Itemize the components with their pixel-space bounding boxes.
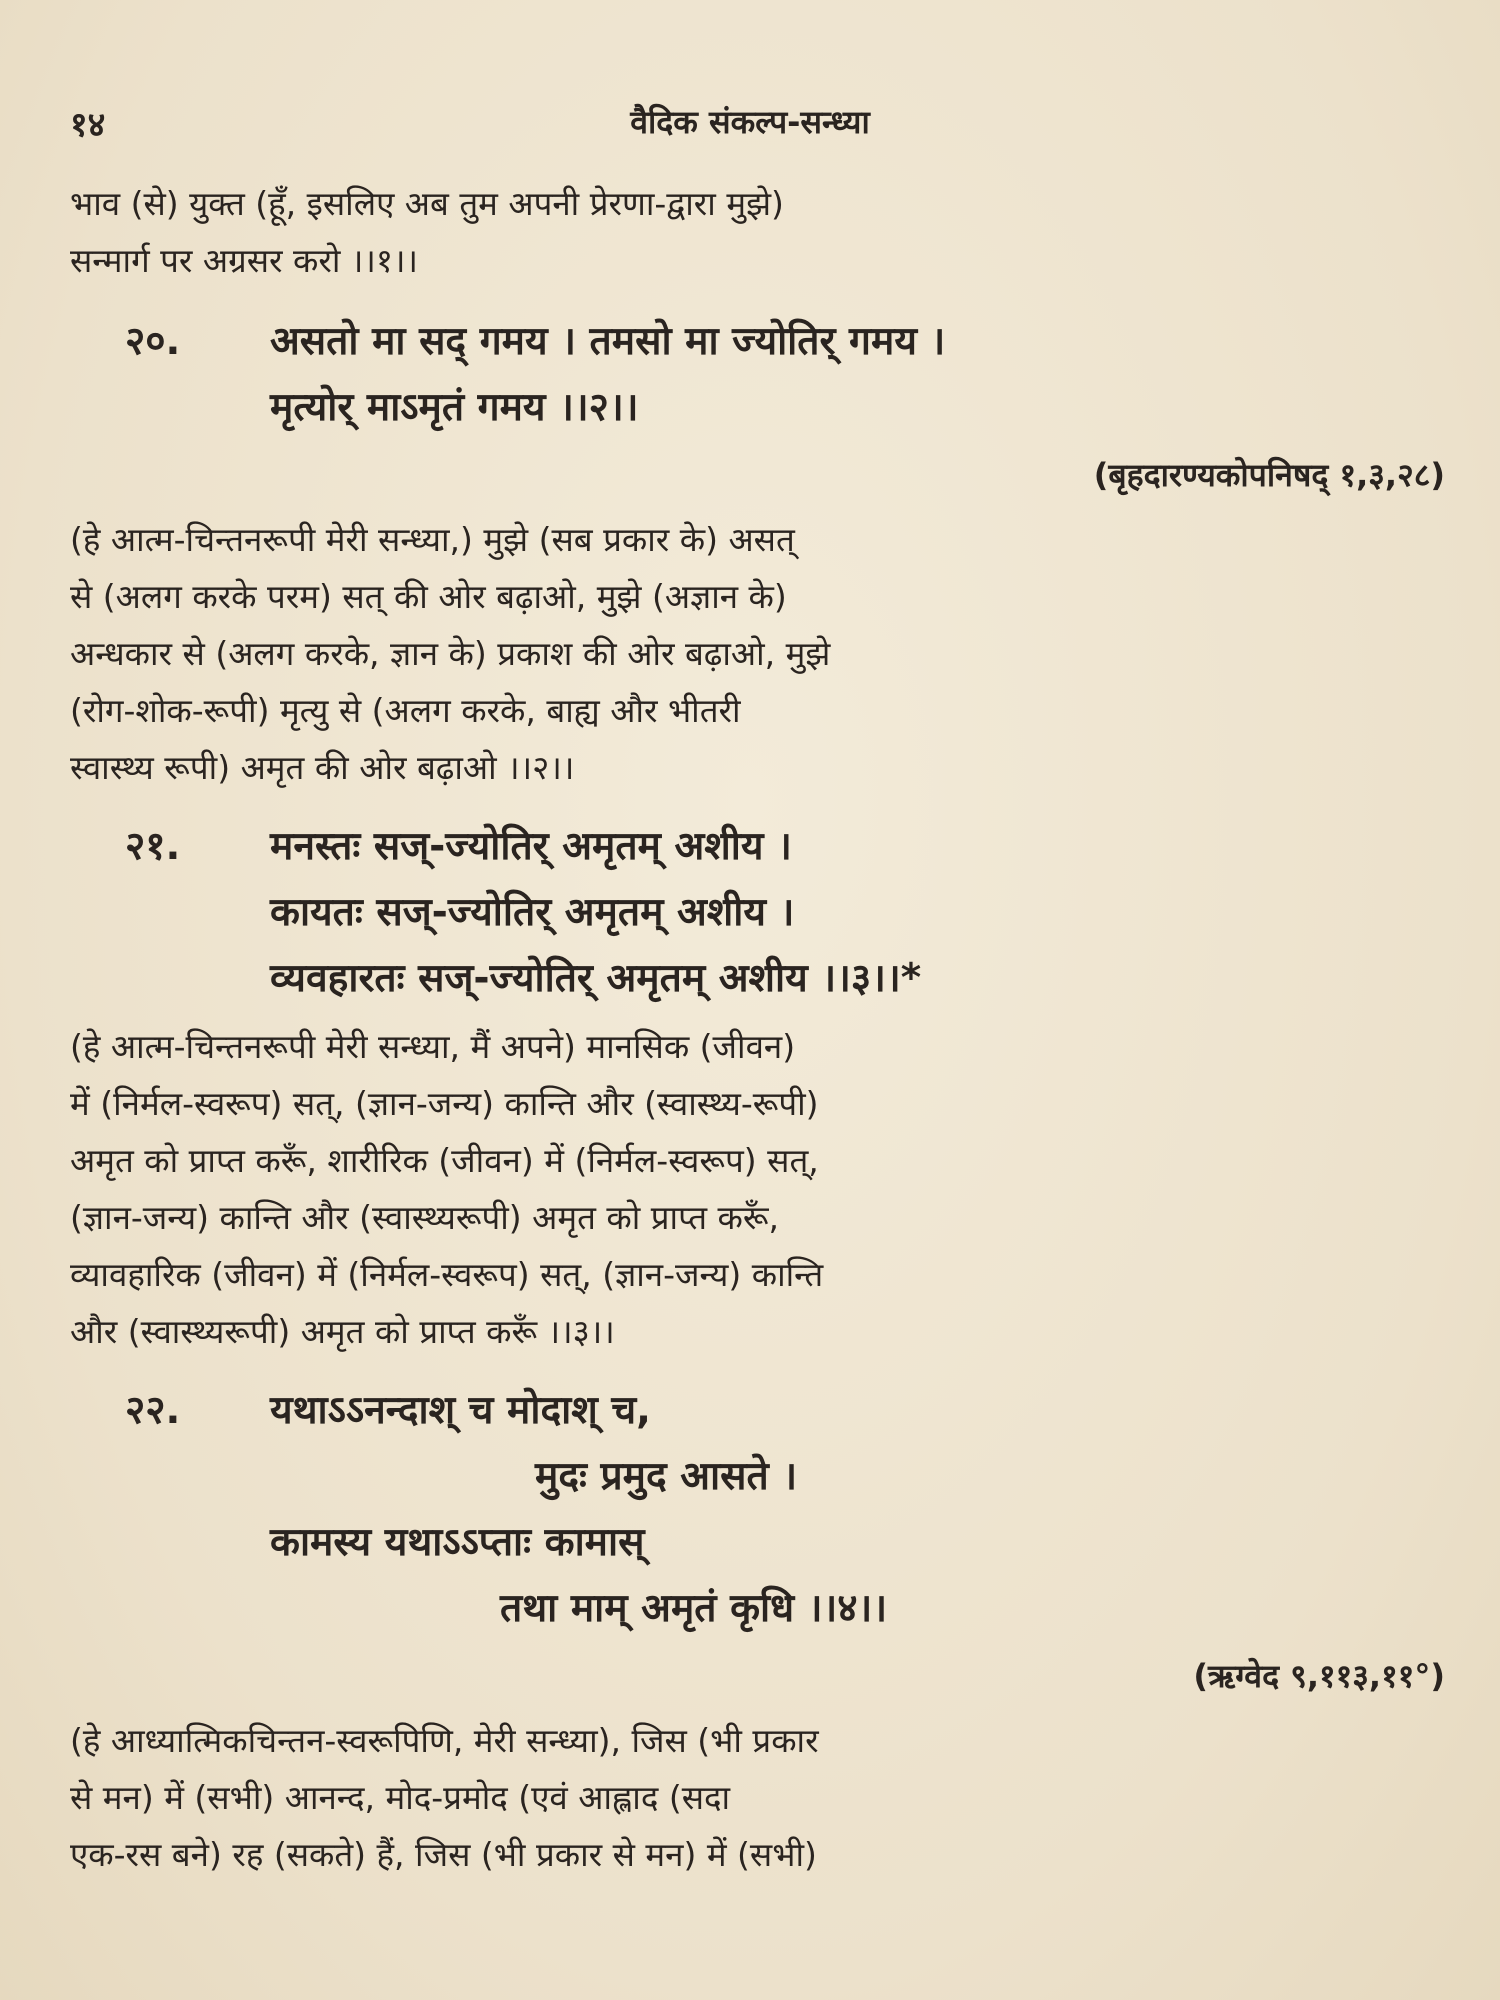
prose-line: (हे आत्म-चिन्तनरूपी मेरी सन्ध्या,) मुझे (सब प्रकार के) असत्: [70, 520, 795, 559]
verse-number: २१.: [125, 824, 181, 869]
verse-line: कायतः सज्-ज्योतिर् अमृतम् अशीय ।: [270, 890, 795, 935]
page-number: १४: [70, 105, 106, 145]
verse-line: कामस्य यथाऽऽप्ताः कामास्: [270, 1520, 645, 1565]
prose-line: (हे आत्म-चिन्तनरूपी मेरी सन्ध्या, मैं अपने) मानसिक (जीवन): [70, 1027, 796, 1066]
page-content: [70, 175, 1445, 1883]
prose-line: अन्धकार से (अलग करके, ज्ञान के) प्रकाश की ओर बढ़ाओ, मुझे: [70, 634, 831, 673]
prose-line: (रोग-शोक-रूपी) मृत्यु से (अलग करके, बाह्य और भीतरी: [70, 691, 741, 730]
prose-line: (हे आध्यात्मिकचिन्तन-स्वरूपिणि, मेरी सन्ध्या), जिस (भी प्रकार: [70, 1721, 819, 1760]
prose-line: में (निर्मल-स्वरूप) सत्, (ज्ञान-जन्य) कान्ति और (स्वास्थ्य-रूपी): [70, 1084, 819, 1123]
translation-paragraph: [70, 511, 1445, 796]
citation: (ऋग्वेद ९,११३,११°): [1193, 1657, 1445, 1695]
verse-line: तथा माम् अमृतं कृधि ।।४।।: [500, 1586, 888, 1631]
verse-line: असतो मा सद् गमय । तमसो मा ज्योतिर् गमय ।: [270, 319, 946, 364]
verse-20: [70, 309, 1445, 441]
running-title: वैदिक संकल्प-सन्ध्या: [630, 103, 870, 141]
page-header: [70, 100, 1430, 150]
prose-line: (ज्ञान-जन्य) कान्ति और (स्वास्थ्यरूपी) अमृत को प्राप्त करूँ,: [70, 1198, 780, 1237]
verse-line: मनस्तः सज्-ज्योतिर् अमृतम् अशीय ।: [270, 824, 792, 869]
verse-21: [70, 814, 1445, 1012]
verse-line: मुदः प्रमुद आसते ।: [535, 1454, 798, 1499]
citation: (बृहदारण्यकोपनिषद् १,३,२८): [1093, 456, 1445, 494]
intro-paragraph: [70, 175, 1445, 289]
verse-line: मृत्योर् माऽमृतं गमय ।।२।।: [270, 385, 639, 430]
prose-line: व्यावहारिक (जीवन) में (निर्मल-स्वरूप) सत्, (ज्ञान-जन्य) कान्ति: [70, 1255, 824, 1294]
verse-line: यथाऽऽनन्दाश् च मोदाश् च,: [270, 1388, 651, 1433]
prose-line: एक-रस बने) रह (सकते) हैं, जिस (भी प्रकार से मन) में (सभी): [70, 1835, 817, 1874]
prose-line: अमृत को प्राप्त करूँ, शारीरिक (जीवन) में (निर्मल-स्वरूप) सत्,: [70, 1141, 819, 1180]
verse-number: २२.: [125, 1388, 181, 1433]
prose-line: भाव (से) युक्त (हूँ, इसलिए अब तुम अपनी प्रेरणा-द्वारा मुझे): [70, 184, 784, 223]
prose-line: से (अलग करके परम) सत् की ओर बढ़ाओ, मुझे (अज्ञान के): [70, 577, 787, 616]
verse-22: [70, 1378, 1445, 1642]
prose-line: स्वास्थ्य रूपी) अमृत की ओर बढ़ाओ ।।२।।: [70, 748, 575, 787]
verse-number: २०.: [125, 319, 181, 364]
translation-paragraph: [70, 1712, 1445, 1883]
prose-line: और (स्वास्थ्यरूपी) अमृत को प्राप्त करूँ ।।३।।: [70, 1312, 615, 1351]
prose-line: से मन) में (सभी) आनन्द, मोद-प्रमोद (एवं आह्लाद (सदा: [70, 1778, 731, 1817]
prose-line: सन्मार्ग पर अग्रसर करो ।।१।।: [70, 241, 419, 280]
verse-line: व्यवहारतः सज्-ज्योतिर् अमृतम् अशीय ।।३।।*: [270, 956, 922, 1001]
translation-paragraph: [70, 1018, 1445, 1360]
